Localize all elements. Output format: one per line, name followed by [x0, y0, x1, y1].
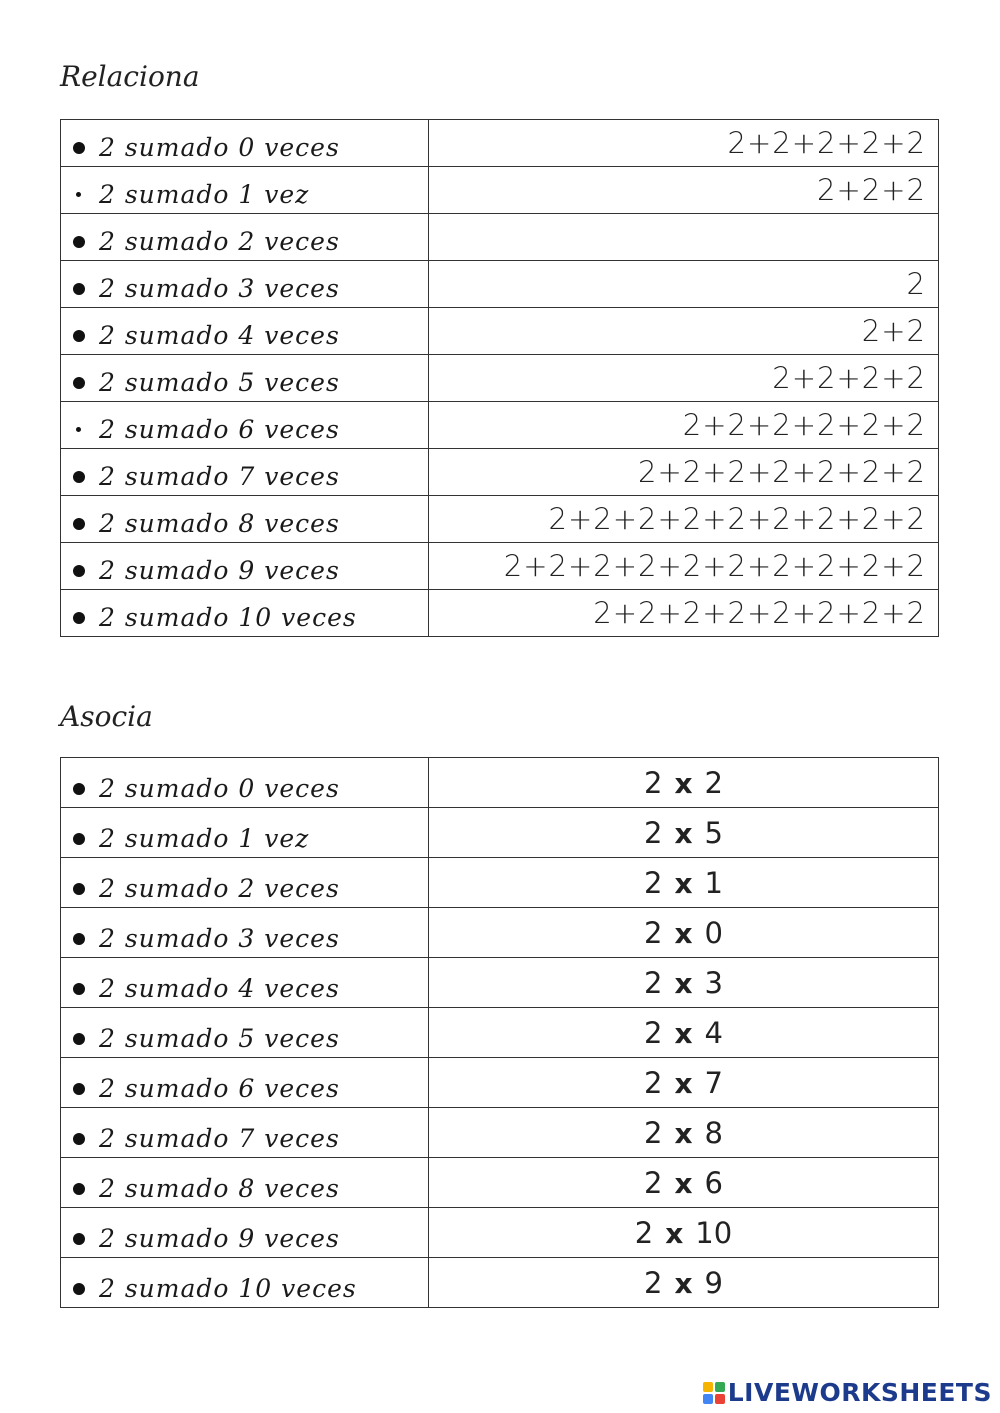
asocia-item-cell[interactable] — [61, 908, 429, 958]
relaciona-row — [61, 449, 939, 496]
relaciona-item-cell[interactable] — [61, 543, 429, 590]
asocia-mult-cell[interactable] — [429, 908, 939, 958]
relaciona-sum-cell[interactable] — [429, 167, 939, 214]
relaciona-row — [61, 167, 939, 214]
times-sign: x — [674, 1116, 693, 1150]
asocia-item-cell[interactable] — [61, 1058, 429, 1108]
sum-expression: 2+2+2+2 — [772, 361, 926, 395]
relaciona-row — [61, 590, 939, 637]
match-dot[interactable] — [73, 565, 85, 577]
sum-expression: 2 — [906, 267, 926, 301]
mult-factor-a: 2 — [644, 865, 663, 900]
relaciona-sum-cell[interactable] — [429, 355, 939, 402]
sum-expression: 2+2+2 — [817, 173, 926, 207]
match-dot[interactable] — [73, 983, 85, 995]
relaciona-row — [61, 355, 939, 402]
relaciona-item-label: 2 sumado 8 veces — [99, 509, 340, 538]
relaciona-sum-cell[interactable] — [429, 449, 939, 496]
logo-square-1 — [703, 1382, 713, 1392]
mult-factor-b: 8 — [704, 1115, 723, 1150]
mult-factor-a: 2 — [634, 1215, 654, 1250]
asocia-mult-cell[interactable] — [429, 858, 939, 908]
relaciona-row — [61, 543, 939, 590]
asocia-row — [61, 1258, 939, 1308]
asocia-mult-cell[interactable] — [429, 1158, 939, 1208]
mult-factor-b: 3 — [704, 965, 723, 1000]
relaciona-sum-cell[interactable] — [429, 120, 939, 167]
relaciona-item-cell[interactable] — [61, 120, 429, 167]
relaciona-table — [60, 119, 939, 637]
asocia-row — [61, 908, 939, 958]
logo-square-2 — [715, 1382, 725, 1392]
asocia-table — [60, 757, 939, 1308]
asocia-item-cell[interactable] — [61, 1258, 429, 1308]
mult-factor-a: 2 — [644, 1015, 663, 1050]
mult-factor-b: 6 — [704, 1165, 723, 1200]
asocia-item-cell[interactable] — [61, 808, 429, 858]
mult-factor-b: 9 — [704, 1265, 723, 1300]
asocia-mult-cell[interactable] — [429, 1058, 939, 1108]
match-dot[interactable] — [73, 518, 85, 530]
relaciona-item-cell[interactable] — [61, 496, 429, 543]
match-dot[interactable] — [73, 283, 85, 295]
asocia-row — [61, 1158, 939, 1208]
relaciona-item-label: 2 sumado 1 vez — [99, 180, 310, 209]
mult-factor-b: 5 — [704, 815, 723, 850]
mult-factor-b: 0 — [704, 915, 723, 950]
mult-factor-b: 1 — [704, 865, 723, 900]
asocia-item-label: 2 sumado 7 veces — [99, 1124, 340, 1153]
asocia-item-cell[interactable] — [61, 1008, 429, 1058]
asocia-row — [61, 858, 939, 908]
match-dot[interactable] — [73, 1283, 85, 1295]
asocia-item-label: 2 sumado 9 veces — [99, 1224, 340, 1253]
relaciona-item-cell[interactable] — [61, 214, 429, 261]
asocia-row — [61, 758, 939, 808]
relaciona-sum-cell[interactable] — [429, 543, 939, 590]
sum-expression: 2+2+2+2+2+2 — [682, 408, 926, 442]
sum-expression: 2+2+2+2+2+2+2 — [638, 455, 926, 489]
asocia-mult-cell[interactable] — [429, 808, 939, 858]
relaciona-item-cell[interactable] — [61, 402, 429, 449]
match-dot[interactable] — [73, 933, 85, 945]
match-dot[interactable] — [73, 236, 85, 248]
asocia-row — [61, 1108, 939, 1158]
asocia-item-label: 2 sumado 2 veces — [99, 874, 340, 903]
relaciona-row — [61, 120, 939, 167]
section-title-relaciona: Relaciona — [60, 60, 200, 93]
times-sign: x — [674, 1266, 693, 1300]
asocia-mult-cell[interactable] — [429, 758, 939, 808]
times-sign: x — [674, 1066, 693, 1100]
mult-factor-a: 2 — [644, 765, 663, 800]
asocia-row — [61, 958, 939, 1008]
asocia-item-cell[interactable] — [61, 1108, 429, 1158]
relaciona-item-label: 2 sumado 4 veces — [99, 321, 340, 350]
asocia-item-label: 2 sumado 0 veces — [99, 774, 340, 803]
relaciona-row — [61, 402, 939, 449]
times-sign: x — [665, 1216, 684, 1250]
sum-expression: 2+2+2+2+2+2+2+2 — [593, 596, 926, 630]
mult-factor-a: 2 — [644, 815, 663, 850]
relaciona-item-label: 2 sumado 9 veces — [99, 556, 340, 585]
relaciona-sum-cell[interactable] — [429, 308, 939, 355]
match-dot[interactable] — [73, 377, 85, 389]
relaciona-item-cell[interactable] — [61, 449, 429, 496]
relaciona-sum-cell[interactable] — [429, 590, 939, 637]
relaciona-item-label: 2 sumado 7 veces — [99, 462, 340, 491]
relaciona-sum-cell[interactable] — [429, 402, 939, 449]
mult-factor-a: 2 — [644, 1265, 663, 1300]
match-dot[interactable] — [73, 330, 85, 342]
relaciona-item-label: 2 sumado 3 veces — [99, 274, 340, 303]
relaciona-sum-cell[interactable] — [429, 214, 939, 261]
match-dot[interactable] — [76, 192, 81, 197]
asocia-mult-cell[interactable] — [429, 1008, 939, 1058]
asocia-item-cell[interactable] — [61, 958, 429, 1008]
asocia-item-label: 2 sumado 3 veces — [99, 924, 340, 953]
times-sign: x — [674, 866, 693, 900]
relaciona-item-label: 2 sumado 10 veces — [99, 603, 357, 632]
asocia-mult-cell[interactable] — [429, 1258, 939, 1308]
mult-factor-b: 4 — [704, 1015, 723, 1050]
logo-text: LIVEWORKSHEETS — [727, 1378, 992, 1407]
match-dot[interactable] — [73, 471, 85, 483]
asocia-row — [61, 1058, 939, 1108]
sum-expression: 2+2+2+2+2+2+2+2+2+2 — [503, 549, 926, 583]
relaciona-row — [61, 261, 939, 308]
asocia-item-label: 2 sumado 5 veces — [99, 1024, 340, 1053]
match-dot[interactable] — [73, 612, 85, 624]
sum-expression: 2+2 — [861, 314, 926, 348]
section-title-asocia: Asocia — [60, 700, 153, 733]
relaciona-item-label: 2 sumado 6 veces — [99, 415, 340, 444]
relaciona-item-cell[interactable] — [61, 590, 429, 637]
mult-factor-b: 7 — [704, 1065, 723, 1100]
asocia-item-label: 2 sumado 6 veces — [99, 1074, 340, 1103]
asocia-item-cell[interactable] — [61, 758, 429, 808]
mult-factor-a: 2 — [644, 965, 663, 1000]
relaciona-sum-cell[interactable] — [429, 261, 939, 308]
relaciona-row — [61, 214, 939, 261]
asocia-item-cell[interactable] — [61, 1158, 429, 1208]
relaciona-item-label: 2 sumado 2 veces — [99, 227, 340, 256]
asocia-item-cell[interactable] — [61, 1208, 429, 1258]
match-dot[interactable] — [73, 1183, 85, 1195]
mult-factor-a: 2 — [644, 915, 663, 950]
times-sign: x — [674, 1016, 693, 1050]
asocia-mult-cell[interactable] — [429, 1108, 939, 1158]
liveworksheets-logo — [703, 1378, 992, 1407]
relaciona-item-cell[interactable] — [61, 167, 429, 214]
asocia-mult-cell[interactable] — [429, 958, 939, 1008]
match-dot[interactable] — [73, 883, 85, 895]
mult-factor-a: 2 — [644, 1065, 663, 1100]
mult-factor-a: 2 — [644, 1165, 663, 1200]
asocia-row — [61, 1208, 939, 1258]
match-dot[interactable] — [73, 1033, 85, 1045]
match-dot[interactable] — [73, 1083, 85, 1095]
match-dot[interactable] — [73, 833, 85, 845]
asocia-item-label: 2 sumado 1 vez — [99, 824, 310, 853]
logo-square-3 — [703, 1394, 713, 1404]
relaciona-item-label: 2 sumado 5 veces — [99, 368, 340, 397]
times-sign: x — [674, 966, 693, 1000]
asocia-item-cell[interactable] — [61, 858, 429, 908]
match-dot[interactable] — [73, 783, 85, 795]
relaciona-row — [61, 308, 939, 355]
sum-expression: 2+2+2+2+2 — [727, 126, 926, 160]
relaciona-sum-cell[interactable] — [429, 496, 939, 543]
asocia-item-label: 2 sumado 8 veces — [99, 1174, 340, 1203]
match-dot[interactable] — [73, 142, 85, 154]
match-dot[interactable] — [76, 427, 81, 432]
relaciona-item-cell[interactable] — [61, 355, 429, 402]
asocia-mult-cell[interactable] — [429, 1208, 939, 1258]
mult-factor-b: 10 — [695, 1215, 733, 1250]
asocia-row — [61, 1008, 939, 1058]
logo-square-4 — [715, 1394, 725, 1404]
match-dot[interactable] — [73, 1133, 85, 1145]
match-dot[interactable] — [73, 1233, 85, 1245]
liveworksheets-logo-icon — [703, 1382, 725, 1404]
times-sign: x — [674, 816, 693, 850]
relaciona-item-cell[interactable] — [61, 261, 429, 308]
asocia-row — [61, 808, 939, 858]
sum-expression: 2+2+2+2+2+2+2+2+2 — [548, 502, 926, 536]
relaciona-item-label: 2 sumado 0 veces — [99, 133, 340, 162]
relaciona-item-cell[interactable] — [61, 308, 429, 355]
times-sign: x — [674, 1166, 693, 1200]
mult-factor-a: 2 — [644, 1115, 663, 1150]
relaciona-row — [61, 496, 939, 543]
times-sign: x — [674, 766, 693, 800]
asocia-item-label: 2 sumado 10 veces — [99, 1274, 357, 1303]
times-sign: x — [674, 916, 693, 950]
mult-factor-b: 2 — [704, 765, 723, 800]
asocia-item-label: 2 sumado 4 veces — [99, 974, 340, 1003]
